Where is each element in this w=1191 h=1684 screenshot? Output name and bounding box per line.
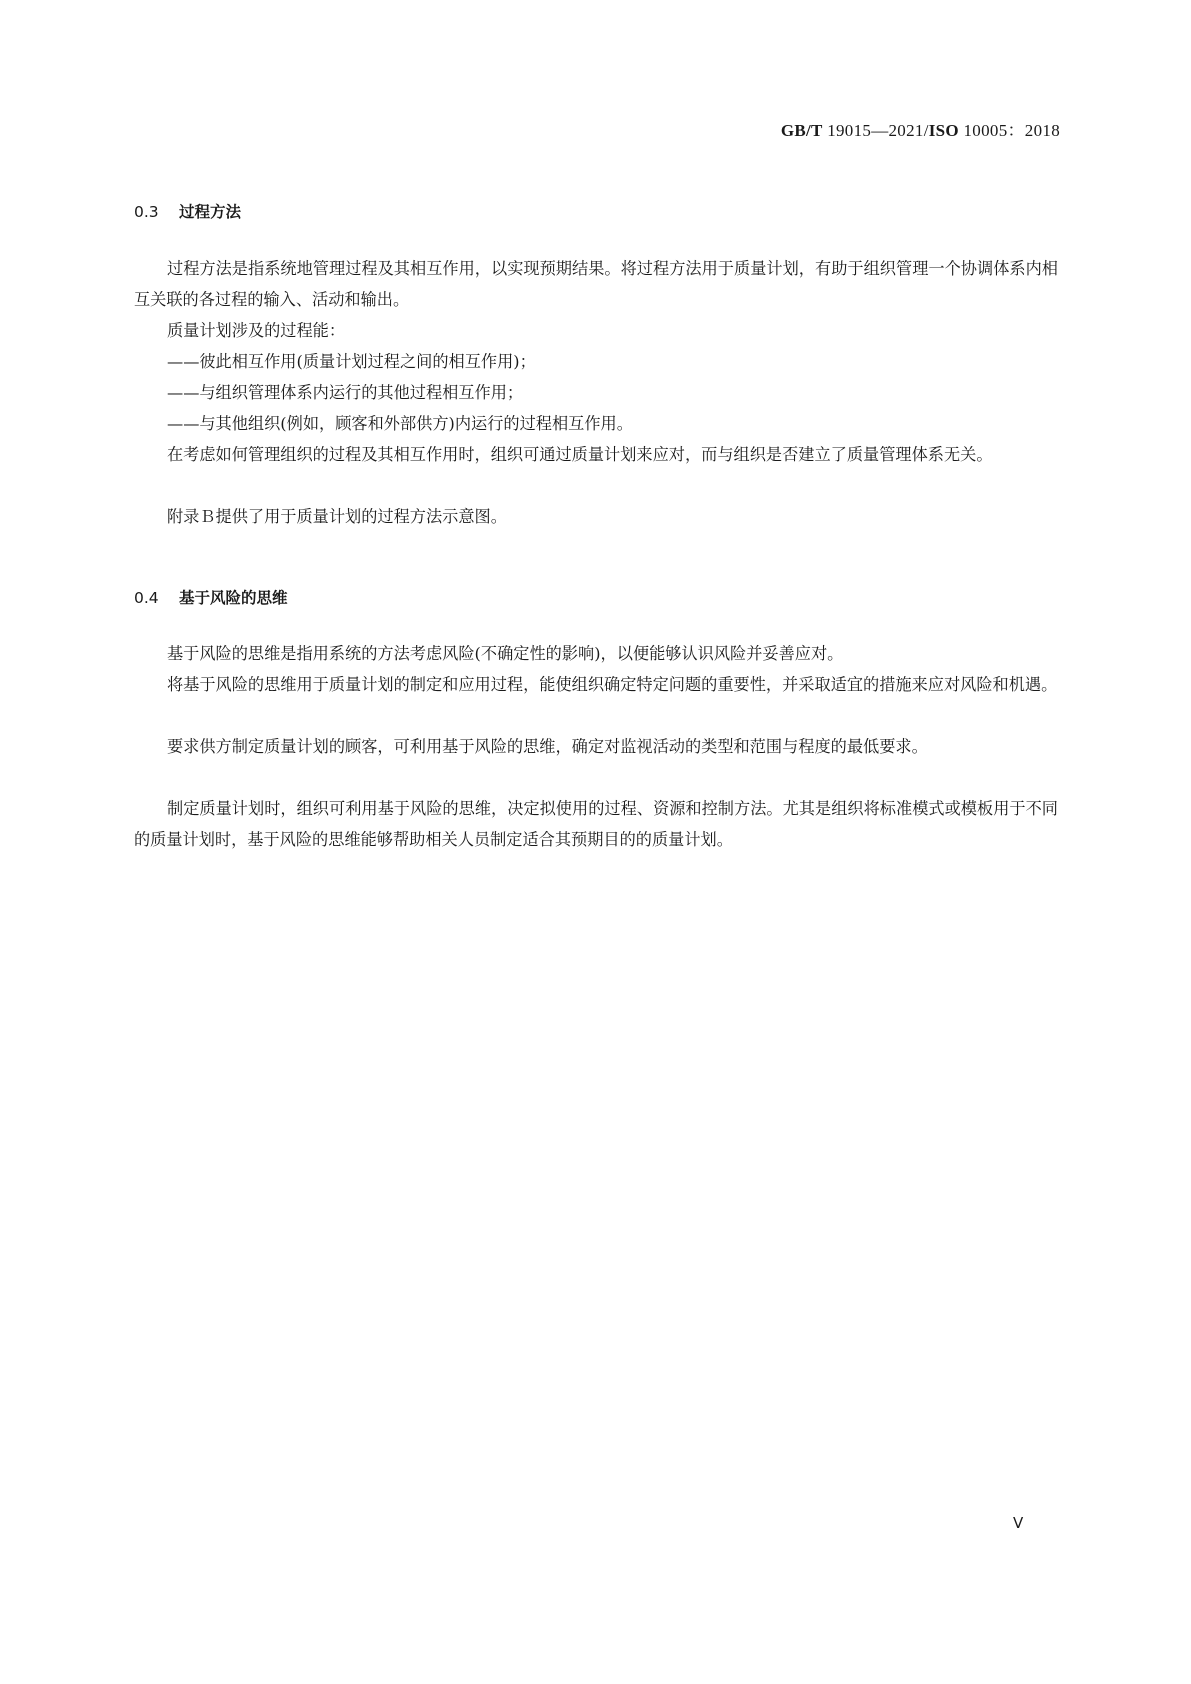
section-title: 基于风险的思维 bbox=[179, 589, 288, 607]
page-number: Ⅴ bbox=[1013, 1516, 1024, 1532]
paragraph: 要求供方制定质量计划的顾客，可利用基于风险的思维，确定对监视活动的类型和范围与程度的最低要求。 bbox=[167, 737, 928, 756]
header-std-prefix: GB/T bbox=[780, 121, 823, 140]
paragraph: 在考虑如何管理组织的过程及其相互作用时，组织可通过质量计划来应对，而与组织是否建立了质量管理体系无关。 bbox=[167, 445, 993, 464]
header-iso-prefix: ISO bbox=[928, 121, 959, 140]
section-number: 0.3 bbox=[134, 203, 159, 221]
paragraph: 将基于风险的思维用于质量计划的制定和应用过程，能使组织确定特定问题的重要性，并采取适宜的措施来应对风险和机遇。 bbox=[167, 675, 1058, 694]
standard-number-header bbox=[781, 116, 1060, 141]
list-item: ——彼此相互作用(质量计划过程之间的相互作用)； bbox=[167, 352, 536, 371]
header-iso-number: 10005：2018 bbox=[963, 121, 1060, 140]
header-std-number: 19015—2021/ bbox=[827, 121, 929, 140]
paragraph: 基于风险的思维是指用系统的方法考虑风险(不确定性的影响)，以便能够认识风险并妥善应对。 bbox=[167, 644, 844, 663]
list-item: ——与其他组织(例如，顾客和外部供方)内运行的过程相互作用。 bbox=[167, 414, 633, 433]
section-number: 0.4 bbox=[134, 589, 159, 607]
paragraph: 质量计划涉及的过程能： bbox=[167, 321, 346, 340]
list-item: ——与组织管理体系内运行的其他过程相互作用； bbox=[167, 383, 524, 402]
paragraph: 制定质量计划时，组织可利用基于风险的思维，决定拟使用的过程、资源和控制方法。尤其是组织将标准模式或模板用于不同的质量计划时，基于风险的思维能够帮助相关人员制定适合其预期目的的质量计划。 bbox=[134, 799, 1058, 849]
section-heading-0-3 bbox=[134, 200, 241, 222]
paragraph: 过程方法是指系统地管理过程及其相互作用，以实现预期结果。将过程方法用于质量计划，有助于组织管理一个协调体系内相互关联的各过程的输入、活动和输出。 bbox=[134, 259, 1058, 309]
section-title: 过程方法 bbox=[179, 203, 242, 221]
section-heading-0-4 bbox=[134, 586, 288, 608]
paragraph: 附录Ｂ提供了用于质量计划的过程方法示意图。 bbox=[167, 507, 507, 526]
